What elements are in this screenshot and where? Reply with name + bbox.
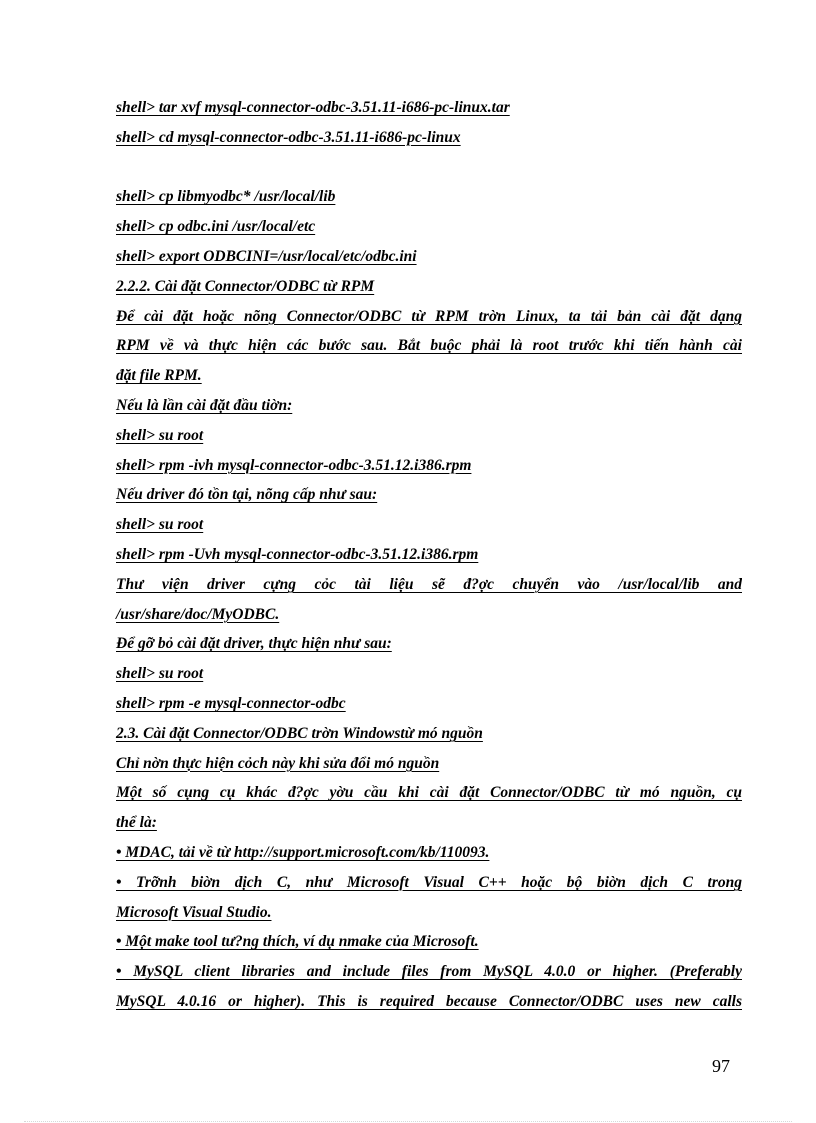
text-line [116,361,742,391]
text-line [116,629,742,659]
text-line [116,659,742,689]
section-heading [116,272,742,302]
text-line-content: Một số cụng cụ khác đ?ợc yờu cầu khi cài đặt Connector/ODBC từ mó nguồn, cụ [116,784,742,802]
bullet-item [116,838,742,868]
text-line-content: Chỉ nờn thực hiện cỏch này khi sửa đổi mó nguồn [116,754,440,772]
text-line-content: thể là: [116,814,157,832]
text-line [116,302,742,332]
text-line [116,242,742,272]
page-content [116,93,742,1017]
text-line [116,391,742,421]
text-line [116,987,742,1017]
text-line [116,600,742,630]
text-line [116,749,742,779]
bullet-item [116,927,742,957]
text-line-content: RPM về và thực hiện các bước sau. Bắt buộc phải là root trước khi tiến hành cài [116,337,742,355]
text-line-content: đặt file RPM. [116,367,202,385]
text-line [116,421,742,451]
text-line-content: Để gỡ bỏ cài đặt driver, thực hiện như sau: [116,635,392,653]
text-line-content: Nếu driver đó tồn tại, nõng cấp như sau: [116,486,378,504]
text-line [116,182,742,212]
text-line-content: Nếu là lần cài đặt đầu tiờn: [116,396,293,414]
text-line-content: shell> rpm -e mysql-connector-odbc [116,694,346,712]
text-line-content: Thư viện driver cựng cỏc tài liệu sẽ đ?ợc chuyển vào /usr/local/lib and [116,575,742,593]
text-line-content: shell> tar xvf mysql-connector-odbc-3.51.11-i686-pc-linux.tar [116,99,510,116]
text-line [116,808,742,838]
text-line-content: shell> su root [116,665,204,683]
text-line [116,540,742,570]
text-line [116,898,742,928]
text-line-content: shell> export ODBCINI=/usr/local/etc/odbc.ini [116,247,417,265]
section-heading-text: 2.3. Cài đặt Connector/ODBC trờn Windowstừ mó nguồn [116,724,483,742]
blank-line [116,153,742,183]
text-line-content: /usr/share/doc/MyODBC. [116,605,280,623]
text-line [116,510,742,540]
text-line-content: shell> cd mysql-connector-odbc-3.51.11-i686-pc-linux [116,128,461,146]
text-line-content: shell> rpm -Uvh mysql-connector-odbc-3.51.12.i386.rpm [116,545,479,563]
bullet-item-text: • MySQL client libraries and include files from MySQL 4.0.0 or higher. (Preferably [116,963,742,981]
text-line [116,570,742,600]
text-line [116,93,742,123]
text-line [116,212,742,242]
text-line-content: shell> su root [116,426,204,444]
text-line [116,778,742,808]
bullet-item-text: • MDAC, tải về từ http://support.microsoft.com/kb/110093. [116,843,490,861]
text-line-content: MySQL 4.0.16 or higher). This is required because Connector/ODBC uses new calls [116,992,742,1010]
text-line-content: shell> cp libmyodbc* /usr/local/lib [116,188,336,206]
text-line [116,451,742,481]
text-line [116,123,742,153]
section-heading-text: 2.2.2. Cài đặt Connector/ODBC từ RPM [116,277,375,295]
text-line [116,331,742,361]
text-line-content: Microsoft Visual Studio. [116,903,272,921]
bullet-item-text: • Một make tool tư?ng thích, ví dụ nmake của Microsoft. [116,933,479,951]
bullet-item [116,868,742,898]
bullet-item-text: • Trỡnh biờn dịch C, như Microsoft Visual C++ hoặc bộ biờn dịch C trong [116,873,742,891]
text-line [116,689,742,719]
bullet-item [116,957,742,987]
text-line-content: shell> su root [116,516,204,534]
page-bottom-divider [24,1121,792,1122]
page-number: 97 [712,1056,730,1076]
text-line-content: shell> cp odbc.ini /usr/local/etc [116,218,316,236]
text-line [116,480,742,510]
text-line-content: Để cài đặt hoặc nõng Connector/ODBC từ RPM trờn Linux, ta tải bản cài đặt dạng [116,307,742,325]
text-line-content: shell> rpm -ivh mysql-connector-odbc-3.51.12.i386.rpm [116,456,472,474]
section-heading [116,719,742,749]
